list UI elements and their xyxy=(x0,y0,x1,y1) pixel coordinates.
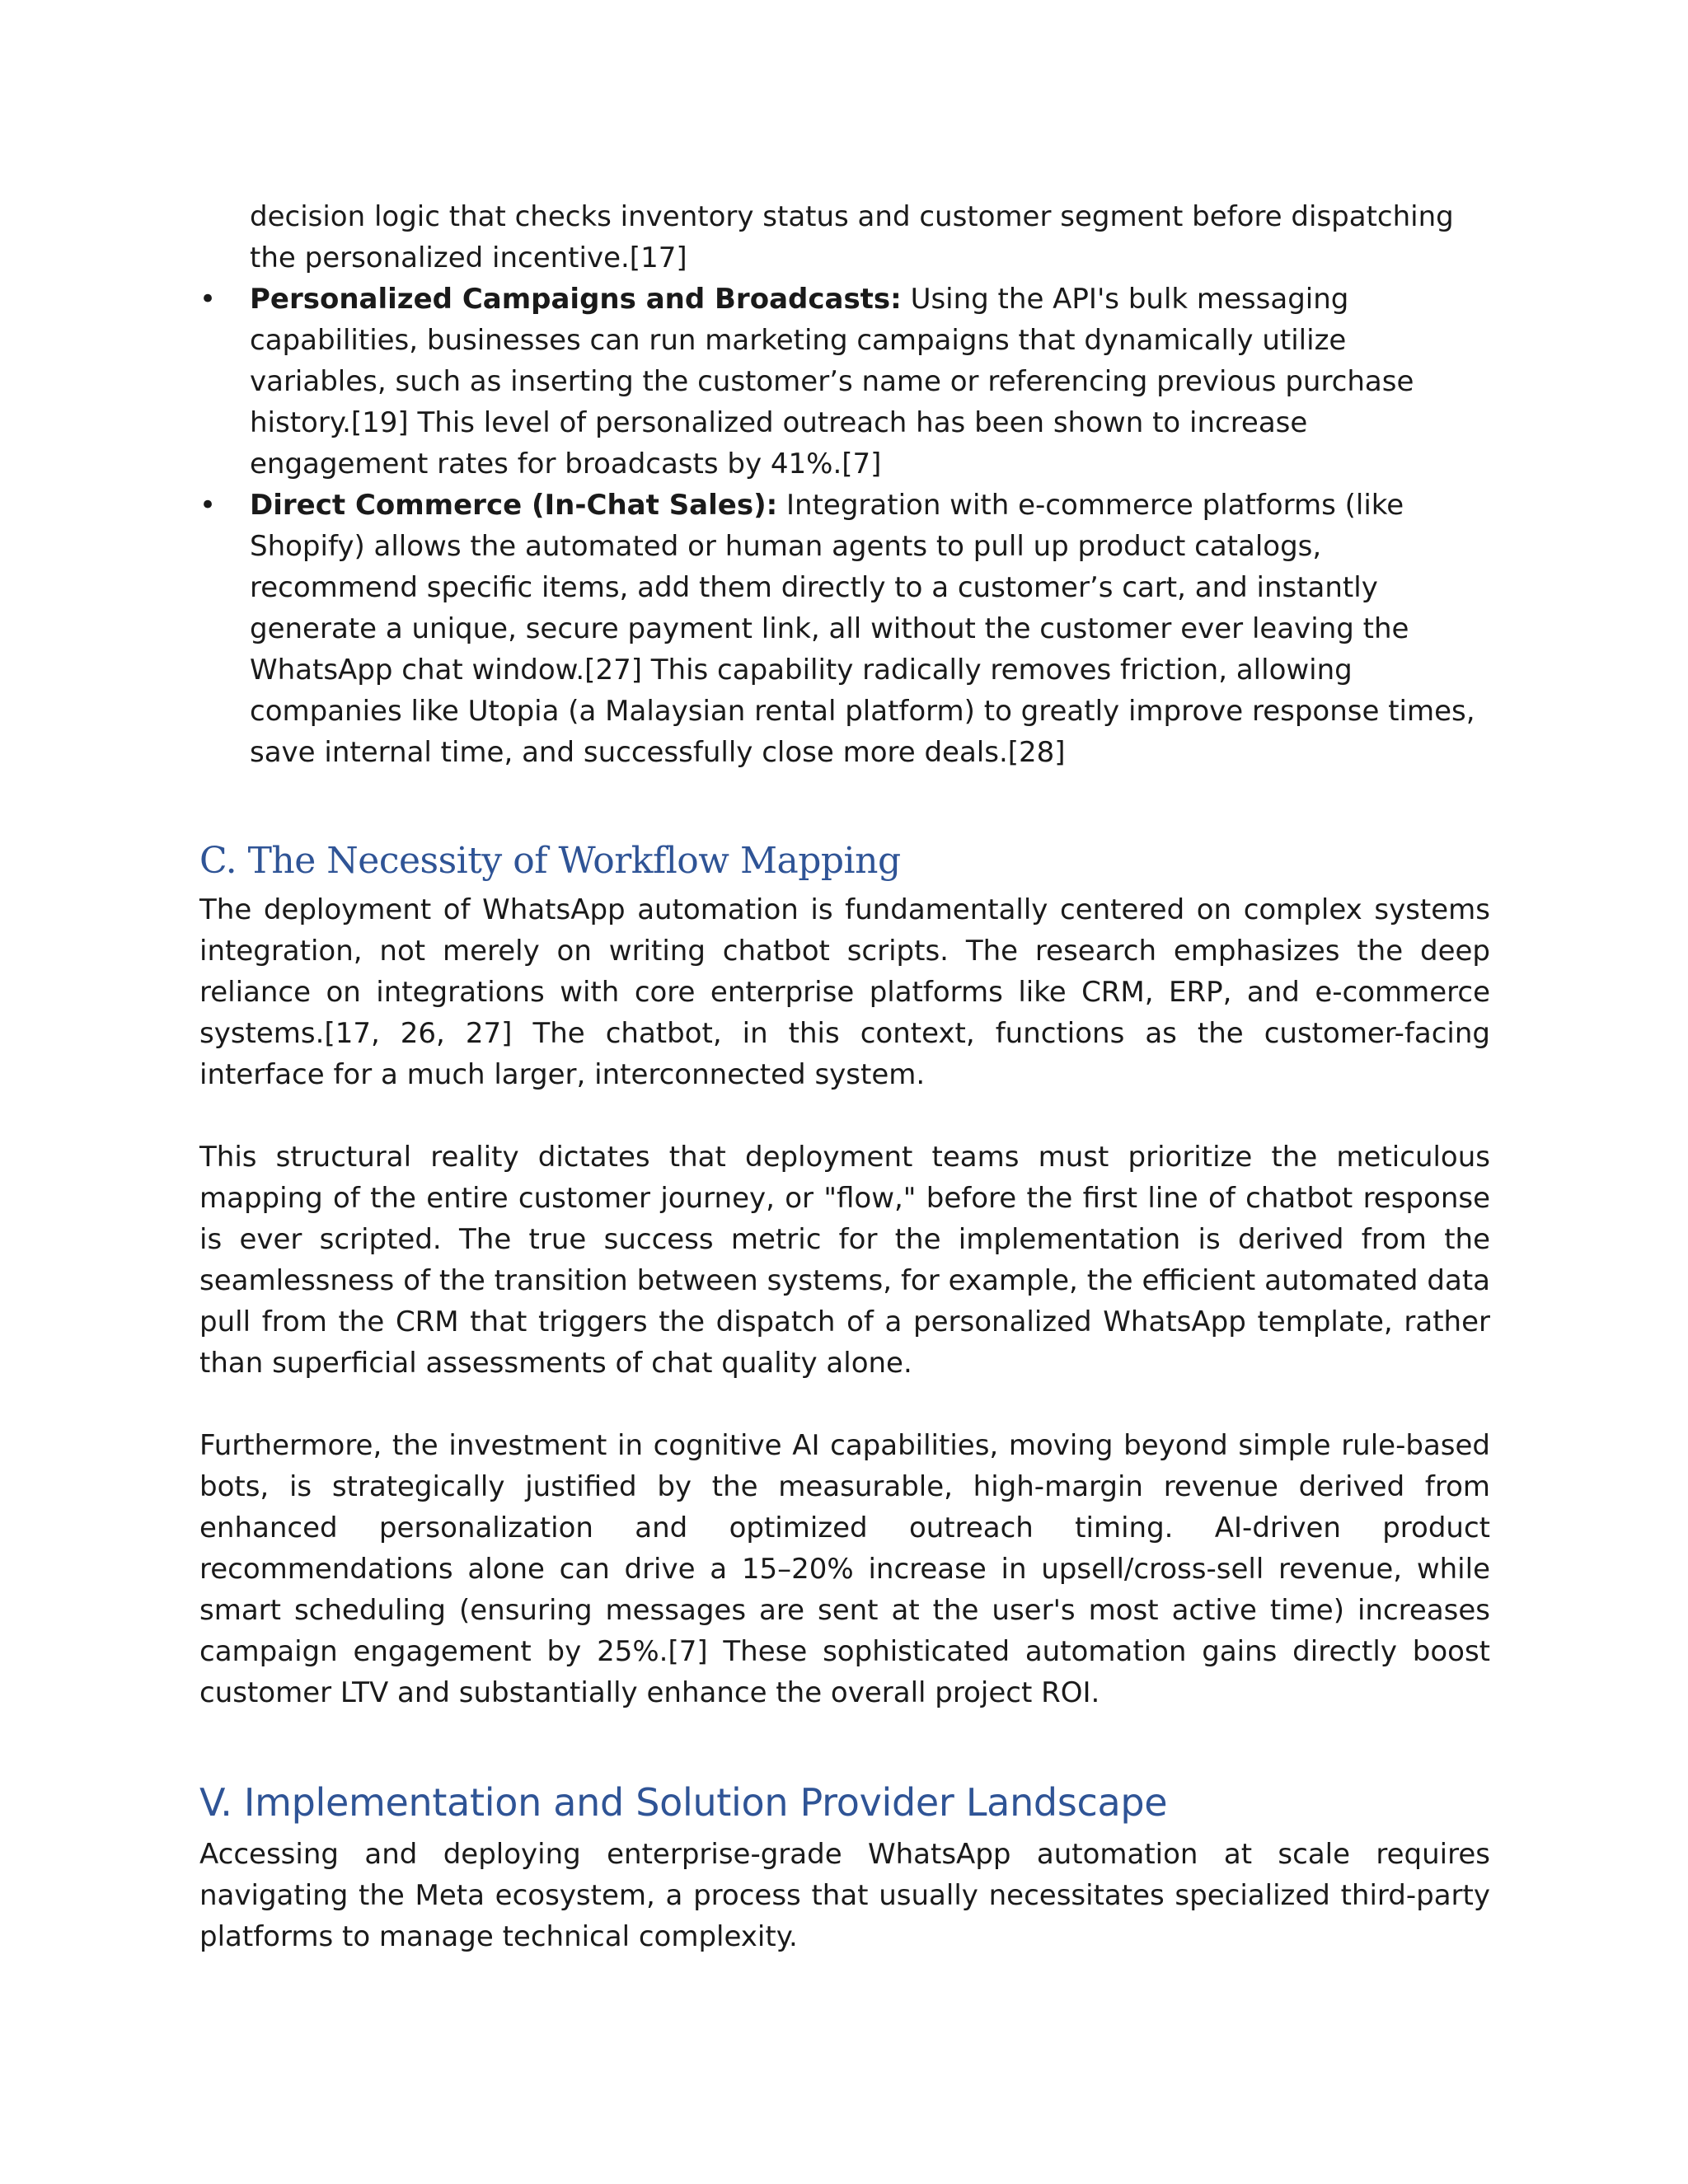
paragraph: Furthermore, the investment in cognitive AI capabilities, moving beyond simple rule-based bots, is strategically justified by the measurable, high-margin revenue derived from enhanced personalization and optimized outreach timing. AI-driven product recommendations alone can drive a 15–20% increase in upsell/cross-sell revenue, while smart scheduling (ensuring messages are sent at the user's most active time) increases campaign engagement by 25%.[7] These sophisticated automation gains directly boost customer LTV and substantially enhance the overall project ROI. xyxy=(199,1429,1490,1709)
bullet-icon: • xyxy=(199,489,217,522)
paragraph: This structural reality dictates that deployment teams must prioritize the meticulous mapping of the entire customer journey, or "flow," before the first line of chatbot response is ever scripted. The true success metric for the implementation is derived from the seamlessness of the transition between systems, for example, the efficient automated data pull from the CRM that triggers the dispatch of a personalized WhatsApp template, rather than superficial assessments of chat quality alone. xyxy=(199,1141,1490,1380)
list-item-text: Using the API's bulk messaging capabilities, businesses can run marketing campaigns that dynamically utilize variables, such as inserting the customer’s name or referencing previous purchase history.[19] This level of personalized outreach has been shown to increase engagement rates for broadcasts by 41%.[7] xyxy=(250,283,1414,480)
list-item-continuation xyxy=(199,196,1490,279)
list-item-title: Personalized Campaigns and Broadcasts: xyxy=(250,283,902,316)
paragraph: The deployment of WhatsApp automation is fundamentally centered on complex systems integration, not merely on writing chatbot scripts. The research emphasizes the deep reliance on integrations with core enterprise platforms like CRM, ERP, and e-commerce systems.[17, 26, 27] The chatbot, in this context, functions as the customer-facing interface for a much larger, interconnected system. xyxy=(199,893,1490,1091)
paragraph: Accessing and deploying enterprise-grade WhatsApp automation at scale requires navigating the Meta ecosystem, a process that usually necessitates specialized third-party platforms to manage technical complexity. xyxy=(199,1838,1490,1953)
list-item-title: Direct Commerce (In-Chat Sales): xyxy=(250,489,778,522)
list-item-text: decision logic that checks inventory status and customer segment before dispatching the personalized incentive.[17] xyxy=(250,200,1454,274)
section-heading-workflow-mapping: C. The Necessity of Workflow Mapping xyxy=(199,840,901,882)
list-item-personalized-campaigns xyxy=(199,279,1490,485)
bullet-icon: • xyxy=(199,283,217,316)
bullet-list xyxy=(199,196,1490,773)
section-heading-implementation: V. Implementation and Solution Provider Landscape xyxy=(199,1780,1168,1825)
list-item-direct-commerce xyxy=(199,485,1490,773)
document-page xyxy=(199,196,1490,1957)
list-item-text: Integration with e-commerce platforms (like Shopify) allows the automated or human agents to pull up product catalogs, recommend specific items, add them directly to a customer’s cart, and instantly generate a unique, secure payment link, all without the customer ever leaving the WhatsApp chat window.[27] This capability radically removes friction, allowing companies like Utopia (a Malaysian rental platform) to greatly improve response times, save internal time, and successfully close more deals.[28] xyxy=(250,489,1475,769)
